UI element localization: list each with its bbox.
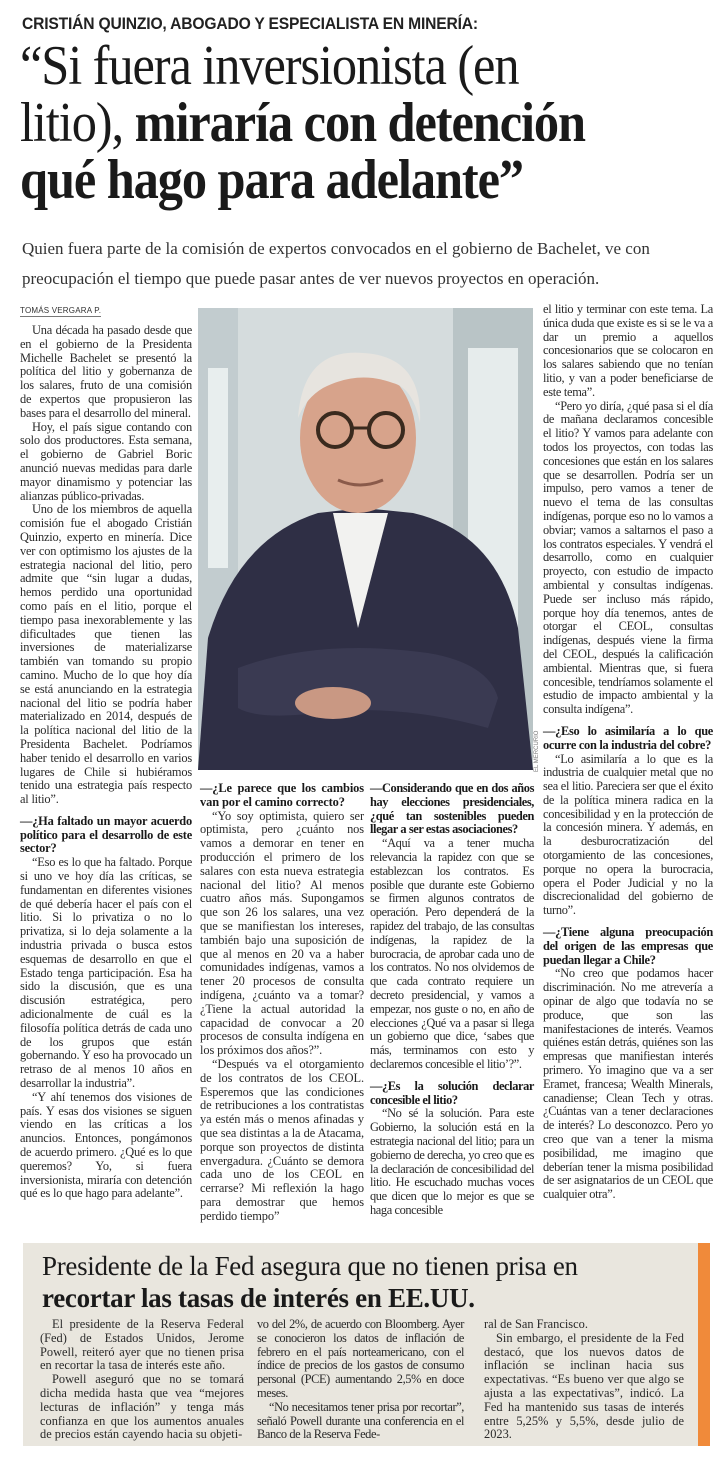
question: —¿Tiene alguna preocupación del origen de las empresas que puedan llegar a Chile? bbox=[543, 925, 713, 967]
article-column-4 bbox=[543, 303, 713, 1202]
paragraph: El presidente de la Reserva Federal (Fed) de Estados Unidos, Jerome Powell, reiteró ayer que no tienen prisa en recortar la tasa de interés este año. bbox=[40, 1317, 244, 1373]
question: —¿Le parece que los cambios van por el camino correcto? bbox=[200, 781, 364, 809]
article-column-1 bbox=[20, 324, 192, 1201]
sidebar-column-2 bbox=[257, 1318, 464, 1442]
photo-credit: EL MERCURIO bbox=[534, 730, 540, 772]
kicker: CRISTIÁN QUINZIO, ABOGADO Y ESPECIALISTA EN MINERÍA: bbox=[22, 14, 478, 33]
paragraph: Una década ha pasado desde que en el gobierno de la Presidenta Michelle Bachelet se presentó la política del litio y gobernanza de los salares, fruto de una comisión de expertos que propusieron las bases para el desarrollo del mineral. bbox=[20, 323, 192, 420]
paragraph: Hoy, el país sigue contando con solo dos productores. Esta semana, el gobierno de Gabriel Boric anunció nuevas medidas para darle mayor dinamismo y potenciar las alianzas público-privadas. bbox=[20, 419, 192, 503]
paragraph: el litio y terminar con este tema. La única duda que existe es si se le va a dar un premio a aquellos concesionarios que se colocaron en los salares sabiendo que no tenían litio, y van a poder beneficiarse de este tema”. bbox=[543, 302, 713, 399]
question: —¿Ha faltado un mayor acuerdo político para el desarrollo de este sector? bbox=[20, 813, 192, 856]
paragraph: “Después va el otorgamiento de los contratos de los CEOL. Esperemos que las condiciones de retribuciones a los contratistas ya estén más o menos afinadas y que sea distintas a la de Atacama, porque son proyectos de distinta envergadura. ¿Cuánto se demora cada uno de los CEOL en cerrarse? Mi reflexión la hago para demostrar que hemos perdido tiempo” bbox=[200, 1056, 364, 1223]
paragraph: “Yo soy optimista, quiero ser optimista, pero ¿cuánto nos vamos a demorar en tener en producción el primero de los salares con esta nueva estrategia nacional del litio? Al menos cuatro años más. Supongamos que son 26 los salares, una vez que se manifiestan los intereses, también bajo una suposición de que al menos en 20 va a haber comunidades indígenas, vamos a tener 20 procesos de consulta indígena, ¿cuánto va a tomar? ¿Tiene la actual autoridad la capacidad de convocar a 20 procesos de consulta indígena en los próximos dos años?”. bbox=[200, 808, 364, 1058]
paragraph: ral de San Francisco. bbox=[484, 1317, 588, 1331]
sidebar-column-1 bbox=[40, 1318, 244, 1442]
paragraph: Sin embargo, el presidente de la Fed destacó, que los nuevos datos de inflación se inclinan hacia sus expectativas. “Es bueno ver que algo se ajusta a las expectativas”, indicó. La Fed ha mantenido sus tasas de interés entre 5,25% y 5,5%, desde julio de 2023. bbox=[484, 1330, 684, 1442]
headline-line-3 bbox=[20, 149, 650, 211]
article-column-2 bbox=[200, 782, 364, 1224]
sidebar-headline-bold: recortar las tasas de interés en EE.UU. bbox=[42, 1283, 475, 1313]
headline bbox=[20, 35, 720, 211]
portrait-photo bbox=[198, 308, 533, 770]
paragraph: “Eso es lo que ha faltado. Porque si uno ve hoy día las críticas, se fundamentan en diferentes visiones de qué debería hacer el país con el litio. Si lo privatiza o no lo privatiza, si lo deja solamente a la industria privada o busca estos esquemas de desarrollo en que el Estado tenga participación. Esa ha sido la discusión, que es una discusión estratégica, pero adicionalmente de cuál es la filosofía política detrás de cada uno de los grupos que están gobernando. Y eso ha provocado un retraso de al menos 10 años en desarrollar la industria”. bbox=[20, 855, 192, 1091]
article-column-3 bbox=[370, 782, 534, 1218]
sidebar-column-3 bbox=[484, 1318, 684, 1442]
paragraph: Powell aseguró que no se tomará dicha medida hasta que vea “mejores lecturas de inflación” y tenga más confianza en que los aumentos anuales de precios están cayendo hacia su objeti- bbox=[40, 1372, 244, 1442]
headline-line-2-light: litio), bbox=[20, 92, 135, 154]
accent-bar bbox=[698, 1243, 710, 1446]
portrait-illustration bbox=[198, 308, 533, 770]
paragraph: “Y ahí tenemos dos visiones de país. Y esas dos visiones se siguen viendo en las críticas a los anuncios. Entonces, pongámonos de acuerdo primero. ¿Qué es lo que queremos? Yo, si fuera inversionista, miraría con detención qué es lo que hago para adelante”. bbox=[20, 1089, 192, 1201]
question: —¿Eso lo asimilaría a lo que ocurre con la industria del cobre? bbox=[543, 723, 713, 752]
paragraph: “No sé la solución. Para este Gobierno, la solución está en la estrategia nacional del litio; para un gobierno de derecha, yo creo que es la declaración de concesibilidad del litio. He escuchado muchas voces que dicen que lo mejor es que se haga concesible bbox=[370, 1106, 534, 1217]
paragraph: “Lo asimilaría a lo que es la industria de cualquier metal que no sea el litio. Pareciera ser que el éxito de la política minera radica en la concesibilidad y en la protección de la concesión minera. Y además, en la desburocratización del otorgamiento de las concesiones, porque no opera la burocracia, opera el Poder Judicial y no la discrecionalidad del gobierno de turno”. bbox=[543, 751, 713, 918]
sidebar-headline-light: Presidente de la Fed asegura que no tienen prisa en bbox=[42, 1251, 578, 1281]
question: —Considerando que en dos años hay elecciones presidenciales, ¿qué tan sostenibles pueden llegar a ser estas asociaciones? bbox=[370, 781, 534, 837]
paragraph: Uno de los miembros de aquella comisión fue el abogado Cristián Quinzio, experto en minería. Dice ver con optimismo los ajustes de la estrategia nacional del litio, pero admite que “sin lugar a dudas, hemos perdido una oportunidad como país en el litio, porque el tiempo pasa inexorablemente y las dificultades que tienen las inversiones de materializarse también van tomando su propio camino. Mucho de lo que hoy día se está anunciando en la estrategia nacional del litio se podría haber materializado en 2014, después de la política nacional del litio de la Presidenta Bachelet. Podríamos haber tenido el desarrollo en varios lugares de Chile si hubiéramos tenido una estrategia país respecto al litio”. bbox=[20, 502, 192, 807]
lead-paragraph: Quien fuera parte de la comisión de expertos convocados en el gobierno de Bachelet, ve con preocupación el tiempo que puede pasar antes de ver nuevos proyectos en operación. bbox=[22, 239, 650, 288]
sidebar-headline bbox=[42, 1250, 692, 1314]
headline-line-2-bold: miraría con detención bbox=[134, 92, 586, 154]
paragraph: “Aquí va a tener mucha relevancia la rapidez con que se establezcan los contratos. Es posible que durante este Gobierno se firmen algunos contratos de operación. Pero dependerá de la rapidez del trabajo, de las consultas indígenas, la rapidez de la burocracia, de aprobar cada uno de los contratos. No nos olvidemos de que cada contrato requiere un decreto presidencial, y vamos a empezar, nos guste o no, en año de elecciones ¿Qué va a pasar si llega un gobierno que dice, ‘sabes que más, terminamos con esto y declaremos concesible el litio’?”. bbox=[370, 836, 534, 1071]
headline-line-2 bbox=[20, 92, 650, 154]
byline: TOMÁS VERGARA P. bbox=[20, 306, 102, 315]
paragraph: vo del 2%, de acuerdo con Bloomberg. Ayer se conocieron los datos de inflación de febrero en el país norteamericano, con el índice de precios de los gastos de consumo personal (PCE) aumentando 2,5% en doce meses. bbox=[257, 1317, 464, 1400]
headline-line-1: “Si fuera inversionista (en bbox=[20, 35, 519, 97]
paragraph: “No necesitamos tener prisa por recortar”, señaló Powell durante una conferencia en el Banco de la Reserva Fede- bbox=[257, 1399, 464, 1442]
paragraph: “No creo que podamos hacer discriminación. No me atrevería a opinar de algo que todavía no se produce, que son las manifestaciones de interés. Veamos quiénes están detrás, quiénes son las empresas que manifiestan interés primero. Yo imagino que va a ser Eramet, francesa; Wealth Minerals, canadiense; Clean Tech y otras.¿Cuántas van a tener declaraciones de interés? Lo desconozco. Pero yo creo que van a tener la misma posibilidad, me imagino que deberían tener la misma posibilidad de ser asignatarios de un CEOL que cualquier otra”. bbox=[543, 966, 713, 1202]
paragraph: “Pero yo diría, ¿qué pasa si el día de mañana declaramos concesible el litio? Y vamos para adelante con todos los proyectos, con todas las concesiones que están en los salares que se desarrollen. Podría ser un impulso, pero vamos a tener de nuevo el tema de las consultas indígenas, porque eso no lo vamos a obviar; vamos a saltarnos el paso a los contratos especiales. Y vendrá el desarrollo, como en cualquier proyecto, con estudio de impacto ambiental y consultas indígenas. Puede ser incluso más rápido, porque hoy día tenemos, antes de otorgar el CEOL, consultas indígenas, después viene la firma del CEOL, después la calificación ambiental. Mientras que, si fuera concesible, tendríamos solamente el estudio de impacto ambiental y la consulta indígena”. bbox=[543, 398, 713, 717]
question: —¿Es la solución declarar concesible el litio? bbox=[370, 1078, 534, 1107]
headline-line-3-bold: qué hago para adelante” bbox=[20, 149, 524, 211]
